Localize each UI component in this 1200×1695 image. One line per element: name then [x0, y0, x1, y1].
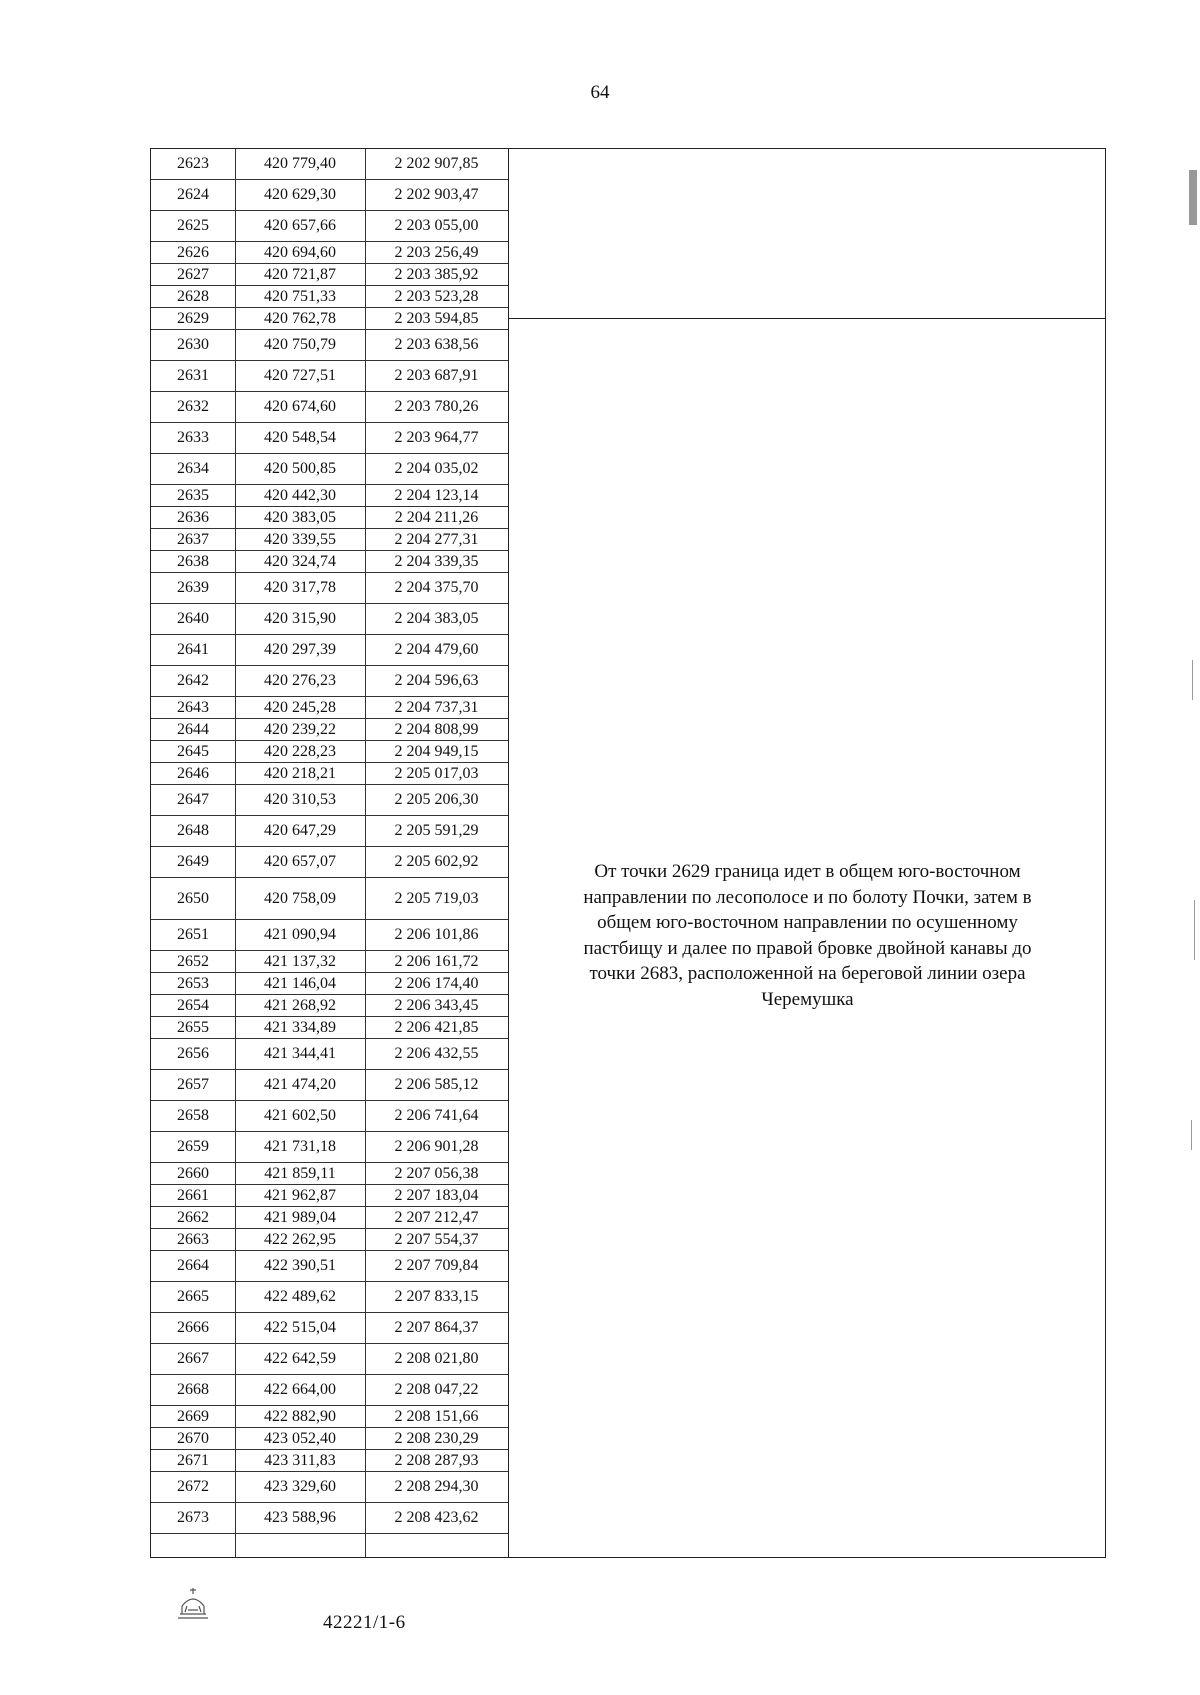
y-coordinate: 2 204 123,14	[394, 486, 479, 504]
table-row	[151, 1017, 508, 1039]
y-coordinate: 2 204 479,60	[394, 641, 479, 658]
x-coordinate: 421 334,89	[264, 1018, 336, 1036]
y-coordinate: 2 207 864,37	[394, 1319, 479, 1336]
y-coordinate: 2 204 737,31	[394, 698, 479, 716]
x-coordinate: 420 750,79	[264, 336, 336, 353]
y-coordinate: 2 206 174,40	[394, 974, 479, 992]
x-coordinate: 421 268,92	[264, 996, 336, 1014]
table-row	[151, 1472, 508, 1503]
table-row	[151, 847, 508, 878]
point-number: 2649	[177, 853, 209, 870]
y-coordinate: 2 203 687,91	[394, 367, 479, 384]
point-number: 2664	[177, 1257, 209, 1274]
table-row	[151, 507, 508, 529]
y-coordinate: 2 206 343,45	[394, 996, 479, 1014]
point-number: 2624	[177, 186, 209, 203]
table-row	[151, 973, 508, 995]
table-row	[151, 423, 508, 454]
x-coordinate: 422 390,51	[264, 1257, 336, 1274]
y-coordinate: 2 206 101,86	[394, 926, 479, 943]
table-row	[151, 1229, 508, 1251]
table-row	[151, 878, 508, 920]
x-coordinate: 420 324,74	[264, 552, 336, 570]
y-coordinate: 2 206 421,85	[394, 1018, 479, 1036]
x-coordinate: 420 239,22	[264, 720, 336, 738]
description-line: Черемушка	[761, 988, 854, 1010]
y-coordinate: 2 204 035,02	[394, 460, 479, 477]
table-row	[151, 485, 508, 507]
table-row	[151, 308, 508, 330]
x-coordinate: 420 721,87	[264, 265, 336, 283]
point-number: 2662	[177, 1208, 209, 1226]
table-row	[151, 286, 508, 308]
y-coordinate: 2 205 017,03	[394, 764, 479, 782]
table-row	[151, 1251, 508, 1282]
point-number: 2655	[177, 1018, 209, 1036]
y-coordinate: 2 203 780,26	[394, 398, 479, 415]
table-row	[151, 1039, 508, 1070]
x-coordinate: 420 245,28	[264, 698, 336, 716]
table-row	[151, 1163, 508, 1185]
x-coordinate: 420 657,66	[264, 217, 336, 234]
y-coordinate: 2 202 907,85	[394, 155, 479, 172]
point-number: 2653	[177, 974, 209, 992]
x-coordinate: 420 751,33	[264, 287, 336, 305]
point-number: 2648	[177, 822, 209, 839]
table-row	[151, 529, 508, 551]
x-coordinate: 420 339,55	[264, 530, 336, 548]
x-coordinate: 420 297,39	[264, 641, 336, 658]
x-coordinate: 420 657,07	[264, 853, 336, 870]
y-coordinate: 2 204 596,63	[394, 672, 479, 689]
point-number: 2668	[177, 1381, 209, 1398]
point-number: 2642	[177, 672, 209, 689]
x-coordinate: 420 276,23	[264, 672, 336, 689]
table-row	[151, 242, 508, 264]
x-coordinate: 423 329,60	[264, 1478, 336, 1495]
point-number: 2638	[177, 552, 209, 570]
x-coordinate: 421 474,20	[264, 1076, 336, 1093]
y-coordinate: 2 207 183,04	[394, 1186, 479, 1204]
y-coordinate: 2 203 523,28	[394, 287, 479, 305]
y-coordinate: 2 203 055,00	[394, 217, 479, 234]
x-coordinate: 420 228,23	[264, 742, 336, 760]
table-row	[151, 635, 508, 666]
point-number: 2658	[177, 1107, 209, 1124]
point-number: 2669	[177, 1407, 209, 1425]
point-number: 2635	[177, 486, 209, 504]
x-coordinate: 421 602,50	[264, 1107, 336, 1124]
description-divider	[509, 318, 1106, 319]
table-row	[151, 995, 508, 1017]
y-coordinate: 2 208 230,29	[394, 1429, 479, 1447]
y-coordinate: 2 203 256,49	[394, 243, 479, 261]
table-row	[151, 211, 508, 242]
table-row	[151, 264, 508, 286]
point-number: 2667	[177, 1350, 209, 1367]
x-coordinate: 420 442,30	[264, 486, 336, 504]
description-line: направлении по лесополосе и по болоту Почки, затем в	[583, 886, 1032, 908]
point-number: 2670	[177, 1429, 209, 1447]
y-coordinate: 2 202 903,47	[394, 186, 479, 203]
y-coordinate: 2 208 423,62	[394, 1509, 479, 1526]
table-row	[151, 551, 508, 573]
y-coordinate: 2 207 833,15	[394, 1288, 479, 1305]
y-coordinate: 2 208 047,22	[394, 1381, 479, 1398]
x-coordinate: 422 489,62	[264, 1288, 336, 1305]
x-coordinate: 420 548,54	[264, 429, 336, 446]
point-number: 2634	[177, 460, 209, 477]
x-coordinate: 421 344,41	[264, 1045, 336, 1062]
table-row	[151, 741, 508, 763]
description-line: пастбищу и далее по правой бровке двойной канавы до	[583, 937, 1032, 959]
table-row	[151, 330, 508, 361]
boundary-description	[519, 859, 1096, 1012]
y-coordinate: 2 203 385,92	[394, 265, 479, 283]
point-number: 2673	[177, 1509, 209, 1526]
y-coordinate: 2 206 432,55	[394, 1045, 479, 1062]
x-coordinate: 421 731,18	[264, 1138, 336, 1155]
x-coordinate: 420 694,60	[264, 243, 336, 261]
y-coordinate: 2 204 277,31	[394, 530, 479, 548]
y-coordinate: 2 208 151,66	[394, 1407, 479, 1425]
point-number: 2628	[177, 287, 209, 305]
table-row	[151, 573, 508, 604]
point-number: 2660	[177, 1164, 209, 1182]
point-number: 2644	[177, 720, 209, 738]
y-coordinate: 2 207 554,37	[394, 1230, 479, 1248]
point-number: 2639	[177, 579, 209, 596]
point-number: 2661	[177, 1186, 209, 1204]
x-coordinate: 420 310,53	[264, 791, 336, 808]
point-number: 2663	[177, 1230, 209, 1248]
x-coordinate: 420 500,85	[264, 460, 336, 477]
point-number: 2645	[177, 742, 209, 760]
y-coordinate: 2 207 056,38	[394, 1164, 479, 1182]
y-coordinate: 2 205 719,03	[394, 889, 479, 907]
y-coordinate: 2 208 021,80	[394, 1350, 479, 1367]
coordinates-table	[150, 148, 1106, 1558]
x-coordinate: 420 674,60	[264, 398, 336, 415]
point-number: 2637	[177, 530, 209, 548]
table-row	[151, 180, 508, 211]
point-number: 2633	[177, 429, 209, 446]
table-row	[151, 1207, 508, 1229]
point-number: 2671	[177, 1451, 209, 1469]
y-coordinate: 2 204 949,15	[394, 742, 479, 760]
point-number: 2647	[177, 791, 209, 808]
x-coordinate: 420 383,05	[264, 508, 336, 526]
x-coordinate: 422 664,00	[264, 1381, 336, 1398]
x-coordinate: 420 315,90	[264, 610, 336, 627]
x-coordinate: 421 989,04	[264, 1208, 336, 1226]
y-coordinate: 2 203 594,85	[394, 309, 479, 327]
table-row	[151, 1070, 508, 1101]
y-coordinate: 2 203 638,56	[394, 336, 479, 353]
table-row	[151, 1132, 508, 1163]
point-number: 2630	[177, 336, 209, 353]
point-number: 2666	[177, 1319, 209, 1336]
table-row	[151, 763, 508, 785]
x-coordinate: 421 090,94	[264, 926, 336, 943]
point-number: 2656	[177, 1045, 209, 1062]
y-coordinate: 2 207 709,84	[394, 1257, 479, 1274]
seal-logo-icon	[172, 1582, 214, 1624]
table-row	[151, 1313, 508, 1344]
table-row	[151, 951, 508, 973]
point-number: 2632	[177, 398, 209, 415]
document-code: 42221/1-6	[323, 1612, 406, 1633]
x-coordinate: 421 859,11	[264, 1164, 336, 1182]
x-coordinate: 422 515,04	[264, 1319, 336, 1336]
x-coordinate: 420 758,09	[264, 889, 336, 907]
point-number: 2627	[177, 265, 209, 283]
description-line: точки 2683, расположенной на береговой линии озера	[589, 963, 1026, 984]
scan-edge-marks	[1186, 0, 1200, 1695]
x-coordinate: 423 052,40	[264, 1429, 336, 1447]
coordinates-columns	[151, 149, 508, 1557]
point-number: 2625	[177, 217, 209, 234]
table-row	[151, 1344, 508, 1375]
x-coordinate: 420 762,78	[264, 309, 336, 327]
point-number: 2636	[177, 508, 209, 526]
x-coordinate: 420 727,51	[264, 367, 336, 384]
point-number: 2657	[177, 1076, 209, 1093]
point-number: 2643	[177, 698, 209, 716]
y-coordinate: 2 204 375,70	[394, 579, 479, 596]
point-number: 2629	[177, 309, 209, 327]
x-coordinate: 421 146,04	[264, 974, 336, 992]
x-coordinate: 420 779,40	[264, 155, 336, 172]
x-coordinate: 420 317,78	[264, 579, 336, 596]
y-coordinate: 2 204 211,26	[394, 508, 479, 526]
table-row	[151, 785, 508, 816]
table-row	[151, 454, 508, 485]
description-line: От точки 2629 граница идет в общем юго-восточном	[594, 861, 1021, 882]
table-row	[151, 1428, 508, 1450]
x-coordinate: 420 218,21	[264, 764, 336, 782]
x-coordinate: 420 647,29	[264, 822, 336, 839]
y-coordinate: 2 206 901,28	[394, 1138, 479, 1155]
table-row	[151, 719, 508, 741]
table-row	[151, 666, 508, 697]
y-coordinate: 2 207 212,47	[394, 1208, 479, 1226]
y-coordinate: 2 205 591,29	[394, 822, 479, 839]
x-coordinate: 420 629,30	[264, 186, 336, 203]
y-coordinate: 2 204 339,35	[394, 552, 479, 570]
y-coordinate: 2 206 585,12	[394, 1076, 479, 1093]
table-row	[151, 816, 508, 847]
point-number: 2651	[177, 926, 209, 943]
table-row	[151, 1282, 508, 1313]
description-line: общем юго-восточном направлении по осушенному	[597, 912, 1018, 933]
x-coordinate: 422 882,90	[264, 1407, 336, 1425]
y-coordinate: 2 208 287,93	[394, 1451, 479, 1469]
point-number: 2646	[177, 764, 209, 782]
table-row	[151, 1406, 508, 1428]
y-coordinate: 2 203 964,77	[394, 429, 479, 446]
point-number: 2672	[177, 1478, 209, 1495]
y-coordinate: 2 205 206,30	[394, 791, 479, 808]
y-coordinate: 2 206 741,64	[394, 1107, 479, 1124]
x-coordinate: 422 262,95	[264, 1230, 336, 1248]
x-coordinate: 422 642,59	[264, 1350, 336, 1367]
point-number: 2641	[177, 641, 209, 658]
table-row	[151, 1185, 508, 1207]
table-row	[151, 1503, 508, 1534]
description-column	[508, 149, 1105, 1557]
table-row	[151, 392, 508, 423]
point-number: 2626	[177, 243, 209, 261]
y-coordinate: 2 205 602,92	[394, 853, 479, 870]
y-coordinate: 2 204 383,05	[394, 610, 479, 627]
table-row	[151, 361, 508, 392]
point-number: 2665	[177, 1288, 209, 1305]
point-number: 2654	[177, 996, 209, 1014]
x-coordinate: 423 311,83	[264, 1451, 336, 1469]
table-row	[151, 604, 508, 635]
x-coordinate: 421 962,87	[264, 1186, 336, 1204]
y-coordinate: 2 208 294,30	[394, 1478, 479, 1495]
table-row	[151, 1101, 508, 1132]
table-row	[151, 149, 508, 180]
table-row	[151, 697, 508, 719]
page-number: 64	[590, 82, 610, 103]
point-number: 2623	[177, 155, 209, 172]
x-coordinate: 423 588,96	[264, 1509, 336, 1526]
y-coordinate: 2 204 808,99	[394, 720, 479, 738]
point-number: 2640	[177, 610, 209, 627]
table-row	[151, 920, 508, 951]
point-number: 2652	[177, 952, 209, 970]
y-coordinate: 2 206 161,72	[394, 952, 479, 970]
point-number: 2631	[177, 367, 209, 384]
x-coordinate: 421 137,32	[264, 952, 336, 970]
table-row	[151, 1450, 508, 1472]
table-row	[151, 1375, 508, 1406]
point-number: 2659	[177, 1138, 209, 1155]
point-number: 2650	[177, 889, 209, 907]
